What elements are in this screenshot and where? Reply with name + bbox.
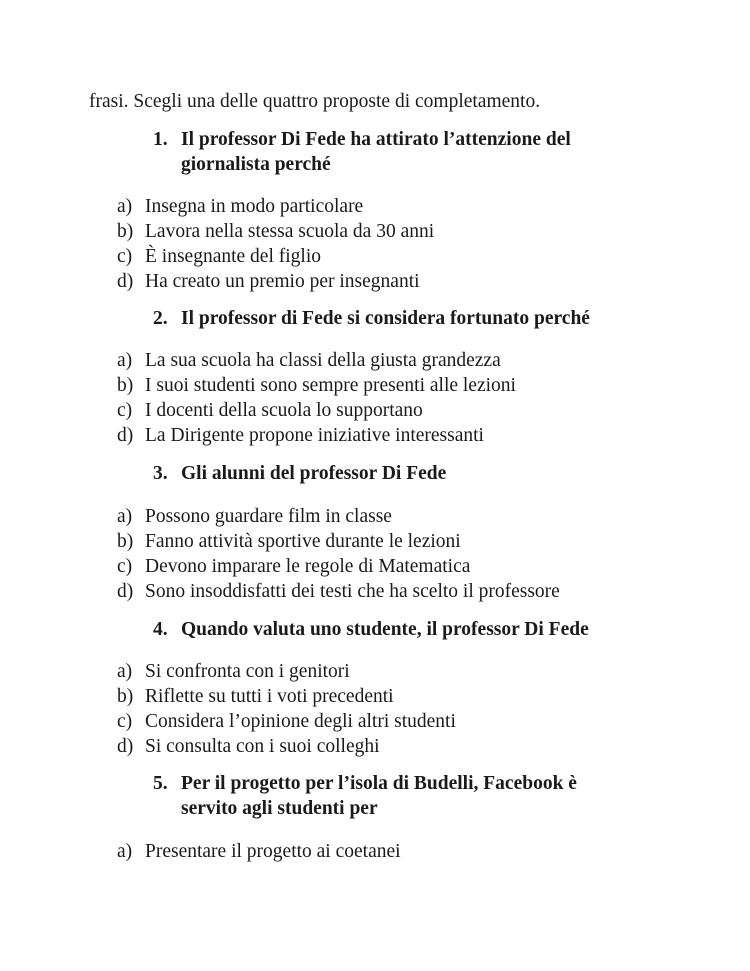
option-letter: b) [117, 221, 134, 242]
option-item [117, 734, 456, 759]
question-number: 5. [153, 773, 168, 794]
option-item [117, 373, 516, 398]
option-text: La Dirigente propone iniziative interessanti [145, 425, 484, 446]
option-letter: a) [117, 841, 133, 862]
option-text: Insegna in modo particolare [145, 196, 364, 217]
option-letter: a) [117, 196, 133, 217]
question-5 [153, 771, 633, 821]
option-letter: a) [117, 661, 133, 682]
option-text: Lavora nella stessa scuola da 30 anni [145, 221, 435, 242]
option-letter: d) [117, 271, 134, 292]
option-text: I docenti della scuola lo supportano [145, 400, 423, 421]
question-text: Il professor di Fede si considera fortunato perché [181, 308, 590, 329]
option-text: Considera l’opinione degli altri studenti [145, 711, 456, 732]
option-item [117, 529, 560, 554]
option-item [117, 839, 401, 864]
option-item [117, 244, 434, 269]
option-item [117, 659, 456, 684]
option-text: È insegnante del figlio [145, 246, 321, 267]
option-text: Presentare il progetto ai coetanei [145, 841, 401, 862]
option-letter: c) [117, 556, 133, 577]
question-number: 1. [153, 129, 168, 150]
option-letter: c) [117, 711, 133, 732]
option-text: Devono imparare le regole di Matematica [145, 556, 471, 577]
intro-text: frasi. Scegli una delle quattro proposte di completamento. [89, 91, 541, 112]
option-item [117, 579, 560, 604]
question-4 [153, 617, 633, 642]
question-number: 4. [153, 619, 168, 640]
options-list-1 [117, 194, 434, 294]
option-letter: d) [117, 581, 134, 602]
option-text: Fanno attività sportive durante le lezioni [145, 531, 461, 552]
option-item [117, 398, 516, 423]
options-list-5 [117, 839, 401, 864]
option-text: Si consulta con i suoi colleghi [145, 736, 380, 757]
option-text: Ha creato un premio per insegnanti [145, 271, 420, 292]
option-item [117, 709, 456, 734]
option-text: La sua scuola ha classi della giusta grandezza [145, 350, 501, 371]
option-letter: a) [117, 350, 133, 371]
question-text: Per il progetto per l’isola di Budelli, Facebook è servito agli studenti per [181, 773, 577, 819]
option-item [117, 348, 516, 373]
option-item [117, 684, 456, 709]
option-item [117, 194, 434, 219]
options-list-3 [117, 504, 560, 604]
option-letter: d) [117, 425, 134, 446]
option-text: I suoi studenti sono sempre presenti alle lezioni [145, 375, 516, 396]
question-text: Quando valuta uno studente, il professor Di Fede [181, 619, 589, 640]
options-list-2 [117, 348, 516, 448]
option-letter: b) [117, 531, 134, 552]
question-1 [153, 127, 633, 177]
options-list-4 [117, 659, 456, 759]
option-letter: c) [117, 246, 133, 267]
option-item [117, 504, 560, 529]
option-letter: a) [117, 506, 133, 527]
option-text: Sono insoddisfatti dei testi che ha scelto il professore [145, 581, 560, 602]
option-letter: c) [117, 400, 133, 421]
option-text: Possono guardare film in classe [145, 506, 392, 527]
option-text: Si confronta con i genitori [145, 661, 350, 682]
question-2 [153, 306, 633, 331]
option-letter: b) [117, 375, 134, 396]
question-3 [153, 461, 633, 486]
option-letter: d) [117, 736, 134, 757]
option-item [117, 269, 434, 294]
question-text: Il professor Di Fede ha attirato l’attenzione del giornalista perché [181, 129, 571, 175]
option-letter: b) [117, 686, 134, 707]
option-item [117, 219, 434, 244]
question-number: 3. [153, 463, 168, 484]
question-text: Gli alunni del professor Di Fede [181, 463, 447, 484]
question-number: 2. [153, 308, 168, 329]
option-item [117, 554, 560, 579]
option-item [117, 423, 516, 448]
option-text: Riflette su tutti i voti precedenti [145, 686, 394, 707]
